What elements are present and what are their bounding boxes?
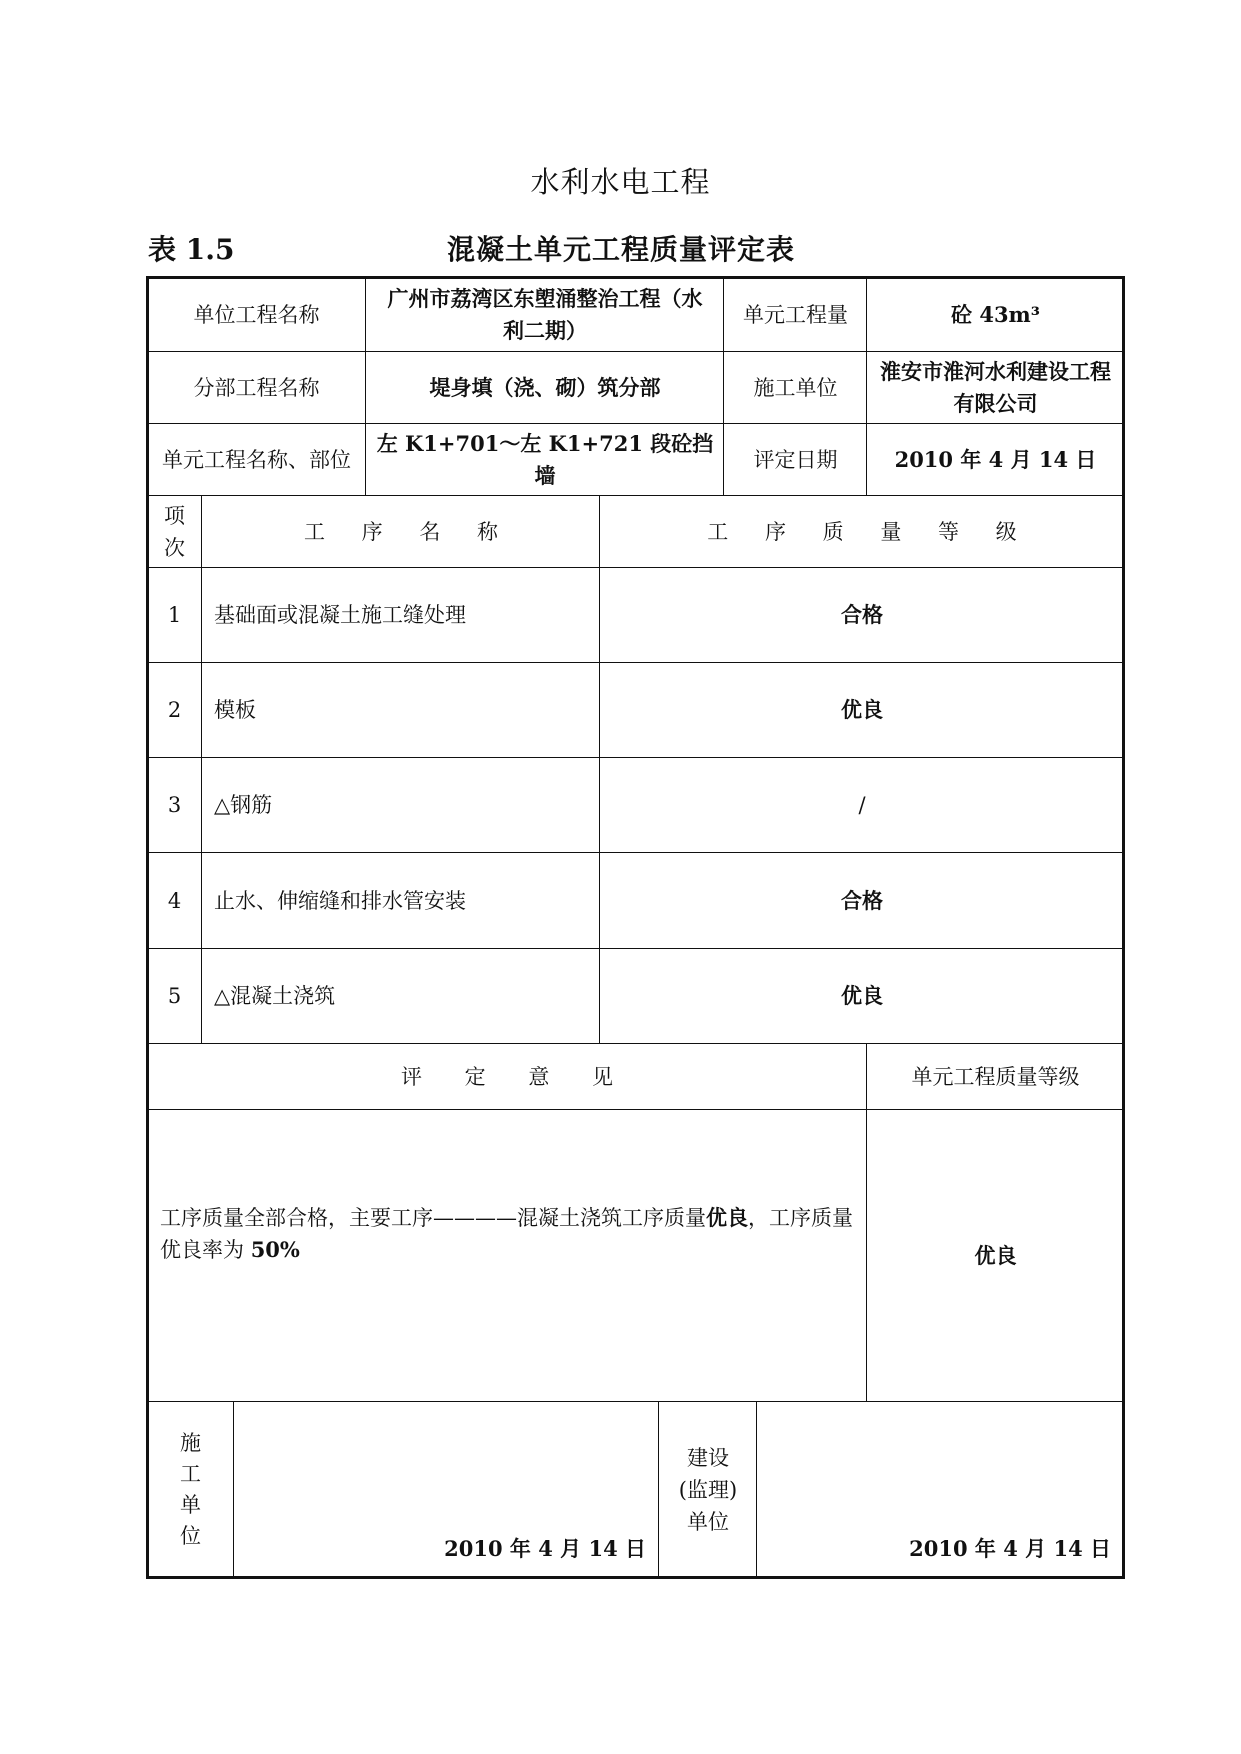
- item-number-header: 项次: [164, 503, 185, 560]
- row-3-name: △钢筋: [214, 793, 273, 817]
- opinion-part-1: 工序质量全部合格，主要工序————混凝土浇筑工序质量: [160, 1205, 706, 1230]
- row-1-name: 基础面或混凝土施工缝处理: [214, 603, 466, 627]
- quality-grade-value: 优良: [974, 1242, 1017, 1268]
- row-3-grade: /: [858, 793, 866, 817]
- sub-project-label: 分部工程名称: [193, 375, 320, 400]
- sub-project-value: 堤身填（浇、砌）筑分部: [429, 374, 661, 400]
- quality-grade-header: 单元工程质量等级: [911, 1064, 1080, 1089]
- contractor-label: 施工单位: [753, 375, 838, 400]
- row-4-grade: 合格: [841, 887, 883, 913]
- row-4-name: 止水、伸缩缝和排水管安装: [214, 888, 466, 913]
- owner-signature-label: [660, 1402, 756, 1577]
- element-value: 左 K1+701～左 K1+721 段砼挡墙: [376, 430, 714, 488]
- table-number: 表 1.5: [148, 233, 235, 266]
- row-2-name: 模板: [214, 698, 256, 722]
- process-name-header: 工 序 名 称: [303, 519, 499, 544]
- opinion-bold-1: 优良: [706, 1204, 748, 1230]
- unit-quantity-label: 单元工程量: [743, 302, 848, 327]
- row-4-number: 4: [167, 888, 182, 913]
- row-5-grade: 优良: [841, 983, 883, 1008]
- table-title: 混凝土单元工程质量评定表: [447, 233, 796, 266]
- row-2-grade: 优良: [841, 697, 883, 722]
- owner-label-line-1: 建设: [687, 1445, 729, 1470]
- row-5-number: 5: [167, 984, 182, 1008]
- row-2-number: 2: [167, 698, 182, 722]
- element-label: 单元工程名称、部位: [162, 447, 351, 472]
- contractor-signature-label: 施工单位: [180, 1430, 201, 1548]
- contractor-signature-area: [235, 1402, 658, 1577]
- process-grade-header: 工 序 质 量 等 级: [707, 519, 1017, 544]
- eval-date-value: 2010 年 4 月 14 日: [894, 446, 1097, 472]
- row-5-name: △混凝土浇筑: [214, 984, 336, 1008]
- row-3-number: 3: [167, 793, 182, 817]
- owner-label-line-3: 单位: [687, 1509, 729, 1534]
- owner-signature-date: 2010 年 4 月 14 日: [909, 1536, 1111, 1561]
- opinion-header: 评 定 意 见: [400, 1064, 614, 1089]
- owner-label-line-2: (监理): [678, 1477, 738, 1502]
- unit-quantity-value: 砼 43m³: [951, 301, 1040, 327]
- unit-project-value: 广州市荔湾区东塱涌整治工程（水利二期）: [387, 285, 703, 343]
- contractor-value: 淮安市淮河水利建设工程有限公司: [880, 358, 1111, 416]
- document-heading: 水利水电工程: [530, 165, 711, 199]
- opinion-text: [148, 1110, 866, 1401]
- owner-signature-area: [758, 1402, 1123, 1577]
- eval-date-label: 评定日期: [753, 447, 838, 472]
- contractor-signature-date: 2010 年 4 月 14 日: [444, 1536, 646, 1561]
- opinion-bold-2: 50%: [250, 1236, 300, 1262]
- row-1-grade: 合格: [841, 602, 883, 627]
- row-1-number: 1: [167, 603, 182, 627]
- opinion-part-2: ，工序质量优良率为: [160, 1205, 853, 1262]
- unit-project-label: 单位工程名称: [193, 302, 320, 327]
